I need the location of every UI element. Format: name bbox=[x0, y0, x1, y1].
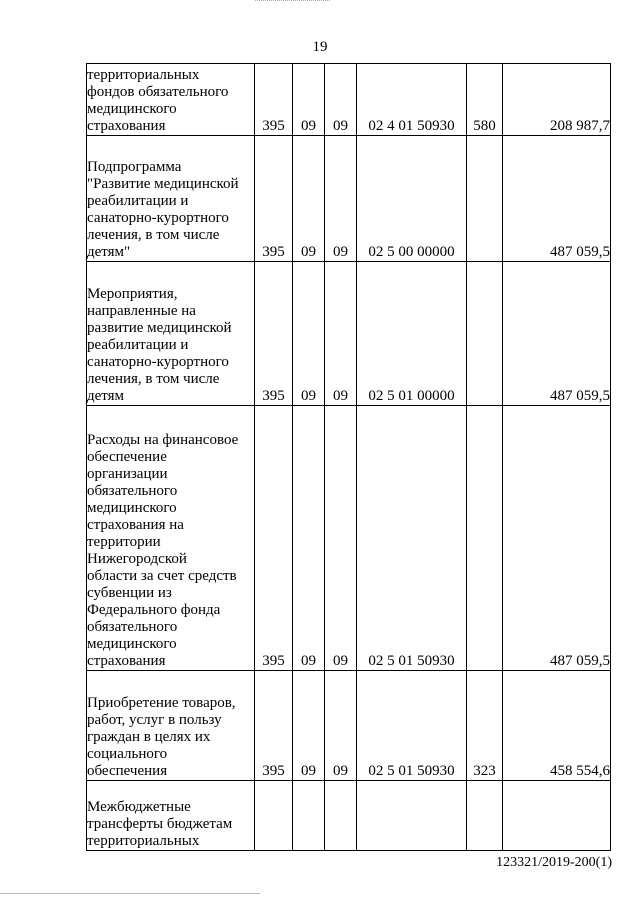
expense-name-line: территориальных bbox=[87, 833, 200, 849]
amount-cell: 487 059,5 bbox=[503, 136, 611, 262]
expense-name-line: фондов обязательного bbox=[87, 84, 229, 100]
expense-name-line: "Развитие медицинской bbox=[87, 176, 239, 192]
expense-name-line: развитие медицинской bbox=[87, 320, 232, 336]
expense-name-line: медицинского bbox=[87, 500, 177, 516]
bottom-edge-mark bbox=[0, 893, 260, 895]
expense-name-line: субвенции из bbox=[87, 585, 172, 601]
expense-name-line: Подпрограмма bbox=[87, 159, 182, 175]
expense-name-cell bbox=[87, 64, 255, 136]
table-row bbox=[87, 64, 611, 136]
expense-name-line: детям" bbox=[87, 244, 131, 260]
expense-name-line: обязательного bbox=[87, 483, 178, 499]
document-code: 123321/2019-200(1) bbox=[496, 855, 612, 870]
subsection-code-cell bbox=[325, 781, 357, 851]
ministry-code-cell bbox=[255, 781, 293, 851]
ministry-code-cell: 395 bbox=[255, 671, 293, 781]
expense-name bbox=[87, 695, 254, 780]
section-code-cell: 09 bbox=[293, 262, 325, 406]
expense-name bbox=[87, 286, 254, 405]
expense-name-line: санаторно-курортного bbox=[87, 354, 229, 370]
expense-name-line: социального bbox=[87, 746, 168, 762]
target-code-cell: 02 5 01 50930 bbox=[357, 406, 467, 671]
section-code-cell: 09 bbox=[293, 136, 325, 262]
target-code-cell bbox=[357, 781, 467, 851]
page-number: 19 bbox=[312, 39, 328, 55]
expense-name-line: трансферты бюджетам bbox=[87, 816, 233, 832]
expense-name-line: территориальных bbox=[87, 67, 200, 83]
expense-name-line: Мероприятия, bbox=[87, 286, 178, 302]
table-row bbox=[87, 406, 611, 671]
amount-cell: 487 059,5 bbox=[503, 262, 611, 406]
top-edge-mark bbox=[255, 0, 330, 2]
expense-name-line: области за счет средств bbox=[87, 568, 237, 584]
section-code-cell: 09 bbox=[293, 64, 325, 136]
expense-name-line: реабилитации и bbox=[87, 337, 189, 353]
ministry-code-cell: 395 bbox=[255, 136, 293, 262]
expense-name-line: страхования bbox=[87, 653, 166, 669]
amount-cell: 208 987,7 bbox=[503, 64, 611, 136]
expense-name-line: обеспечение bbox=[87, 449, 167, 465]
expense-name bbox=[87, 432, 254, 670]
target-code-cell: 02 5 00 00000 bbox=[357, 136, 467, 262]
expense-name-line: Нижегородской bbox=[87, 551, 187, 567]
expense-type-cell: 580 bbox=[467, 64, 503, 136]
expense-name-line: санаторно-курортного bbox=[87, 210, 229, 226]
expense-name-line: страхования bbox=[87, 118, 166, 134]
expense-type-cell bbox=[467, 406, 503, 671]
expense-name-line: Расходы на финансовое bbox=[87, 432, 239, 448]
expense-name-line: обязательного bbox=[87, 619, 178, 635]
expense-name-cell bbox=[87, 671, 255, 781]
ministry-code-cell: 395 bbox=[255, 262, 293, 406]
expense-name-line: направленные на bbox=[87, 303, 196, 319]
ministry-code-cell: 395 bbox=[255, 406, 293, 671]
section-code-cell: 09 bbox=[293, 671, 325, 781]
expense-type-cell bbox=[467, 781, 503, 851]
amount-cell: 458 554,6 bbox=[503, 671, 611, 781]
table-row bbox=[87, 262, 611, 406]
expense-name-line: Федерального фонда bbox=[87, 602, 221, 618]
subsection-code-cell: 09 bbox=[325, 136, 357, 262]
expense-name-cell bbox=[87, 262, 255, 406]
expense-name-line: реабилитации и bbox=[87, 193, 189, 209]
section-code-cell: 09 bbox=[293, 406, 325, 671]
section-code-cell bbox=[293, 781, 325, 851]
expense-name-line: работ, услуг в пользу bbox=[87, 712, 222, 728]
amount-cell bbox=[503, 781, 611, 851]
table-row bbox=[87, 781, 611, 851]
expense-name-line: страхования на bbox=[87, 517, 184, 533]
expense-type-cell: 323 bbox=[467, 671, 503, 781]
budget-table-body bbox=[87, 64, 611, 851]
expense-name-line: медицинского bbox=[87, 636, 177, 652]
subsection-code-cell: 09 bbox=[325, 262, 357, 406]
ministry-code-cell: 395 bbox=[255, 64, 293, 136]
subsection-code-cell: 09 bbox=[325, 64, 357, 136]
expense-name-line: Межбюджетные bbox=[87, 799, 191, 815]
table-row bbox=[87, 136, 611, 262]
expense-name-line: лечения, в том числе bbox=[87, 371, 220, 387]
expense-name-line: граждан в целях их bbox=[87, 729, 211, 745]
expense-name-line: территории bbox=[87, 534, 161, 550]
expense-name-line: медицинского bbox=[87, 101, 177, 117]
expense-name-line: лечения, в том числе bbox=[87, 227, 220, 243]
expense-name-cell bbox=[87, 781, 255, 851]
subsection-code-cell: 09 bbox=[325, 671, 357, 781]
amount-cell: 487 059,5 bbox=[503, 406, 611, 671]
target-code-cell: 02 4 01 50930 bbox=[357, 64, 467, 136]
subsection-code-cell: 09 bbox=[325, 406, 357, 671]
expense-name-line: детям bbox=[87, 388, 125, 404]
expense-name bbox=[87, 799, 254, 850]
expense-type-cell bbox=[467, 136, 503, 262]
expense-name bbox=[87, 159, 254, 261]
expense-type-cell bbox=[467, 262, 503, 406]
table-row bbox=[87, 671, 611, 781]
budget-table bbox=[86, 63, 611, 851]
target-code-cell: 02 5 01 50930 bbox=[357, 671, 467, 781]
target-code-cell: 02 5 01 00000 bbox=[357, 262, 467, 406]
expense-name-line: обеспечения bbox=[87, 763, 168, 779]
expense-name-line: организации bbox=[87, 466, 168, 482]
expense-name-cell bbox=[87, 136, 255, 262]
expense-name bbox=[87, 67, 254, 135]
expense-name-cell bbox=[87, 406, 255, 671]
expense-name-line: Приобретение товаров, bbox=[87, 695, 236, 711]
